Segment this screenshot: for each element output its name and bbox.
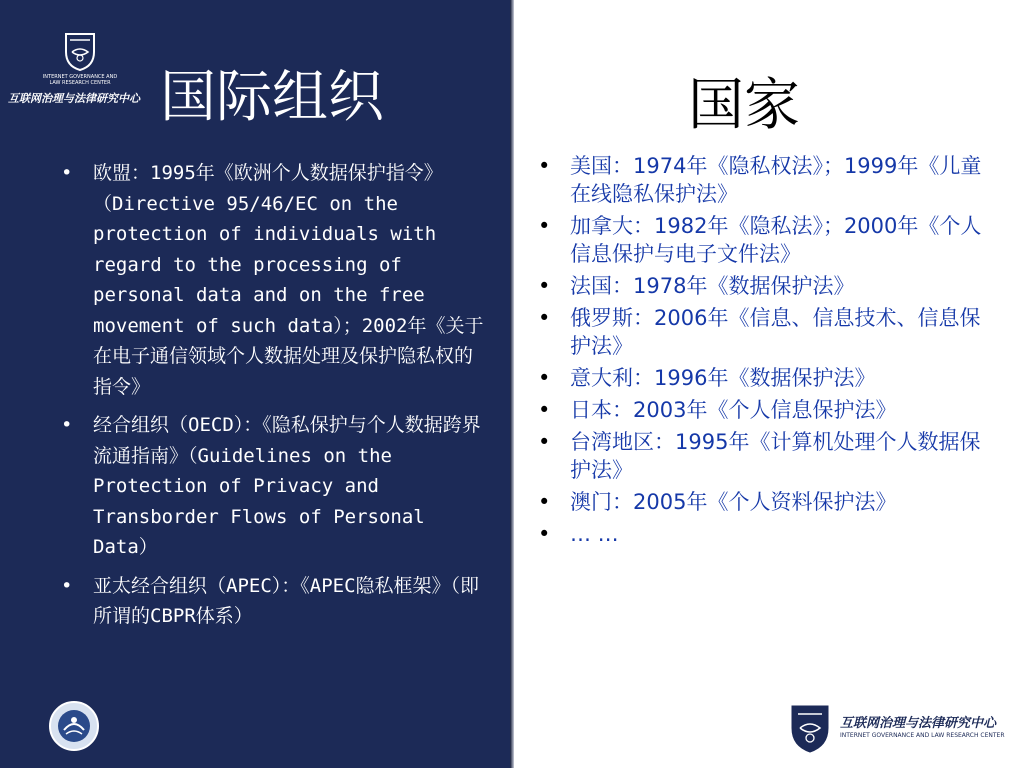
list-item-text: 台湾地区：1995年《计算机处理个人数据保护法》 xyxy=(570,430,981,482)
logo-cn-name: 互联网治理与法律研究中心 xyxy=(840,716,997,731)
bullet-icon: • xyxy=(538,366,551,390)
bullet-icon: • xyxy=(538,306,551,330)
list-item xyxy=(61,571,485,632)
bullet-icon: • xyxy=(61,414,73,436)
list-item xyxy=(61,158,485,402)
bullet-icon: • xyxy=(538,214,551,238)
logo-en-line1: INTERNET GOVERNANCE AND xyxy=(42,74,118,80)
list-item-text: 日本：2003年《个人信息保护法》 xyxy=(570,398,897,422)
bullet-icon: • xyxy=(538,522,551,546)
bullet-icon: • xyxy=(61,162,73,184)
international-organizations-list xyxy=(61,158,485,640)
list-item-text: 澳门：2005年《个人资料保护法》 xyxy=(570,490,897,514)
list-item-text: 俄罗斯：2006年《信息、信息技术、信息保护法》 xyxy=(570,306,981,358)
list-item xyxy=(538,272,990,300)
shield-emblem-icon xyxy=(788,702,832,754)
bullet-icon: • xyxy=(538,490,551,514)
bullet-icon: • xyxy=(538,154,551,178)
list-item xyxy=(538,428,990,484)
bullet-icon: • xyxy=(61,574,73,597)
list-item xyxy=(538,488,990,516)
university-seal-logo xyxy=(48,700,100,752)
list-item-text: 法国：1978年《数据保护法》 xyxy=(570,274,855,298)
countries-list xyxy=(538,152,990,552)
list-item-text: … … xyxy=(570,522,619,546)
title-international-organizations: 国际组织 xyxy=(160,65,384,130)
list-item xyxy=(61,410,485,563)
list-item xyxy=(538,364,990,392)
list-item-text: 亚太经合组织（APEC）：《APEC隐私框架》（即所谓的CBPR体系） xyxy=(93,574,480,627)
logo-bottom-right xyxy=(788,700,1008,758)
bullet-icon: • xyxy=(538,274,551,298)
list-item-text: 经合组织（OECD）：《隐私保护与个人数据跨界流通指南》（Guidelines on the Protection of Privacy and Transborder Flows of Personal Data） xyxy=(93,414,481,558)
university-seal-icon xyxy=(48,700,100,752)
title-countries: 国家 xyxy=(688,73,800,138)
list-item-text: 欧盟：1995年《欧洲个人数据保护指令》（Directive 95/46/EC on the protection of individuals with regard to the processing of personal data and on the free movement of such data）；2002年《关于在电子通信领域个人数据处理及保护隐私权的指令》 xyxy=(93,162,484,398)
list-item-text: 意大利：1996年《数据保护法》 xyxy=(570,366,876,390)
logo-en-line2: LAW RESEARCH CENTER xyxy=(49,80,111,86)
logo-cn-name: 互联网治理与法律研究中心 xyxy=(8,92,140,105)
list-item xyxy=(538,152,990,208)
list-item xyxy=(538,212,990,268)
logo-en-name: INTERNET GOVERNANCE AND LAW RESEARCH CENTER xyxy=(840,732,1005,739)
list-item xyxy=(538,304,990,360)
logo-top-left xyxy=(8,30,168,110)
list-item-text: 美国：1974年《隐私权法》；1999年《儿童在线隐私保护法》 xyxy=(570,154,982,206)
list-item xyxy=(538,396,990,424)
list-item xyxy=(538,520,990,548)
bullet-icon: • xyxy=(538,398,551,422)
bullet-icon: • xyxy=(538,430,551,454)
panel-divider xyxy=(510,0,514,768)
list-item-text: 加拿大：1982年《隐私法》；2000年《个人信息保护与电子文件法》 xyxy=(570,214,982,266)
